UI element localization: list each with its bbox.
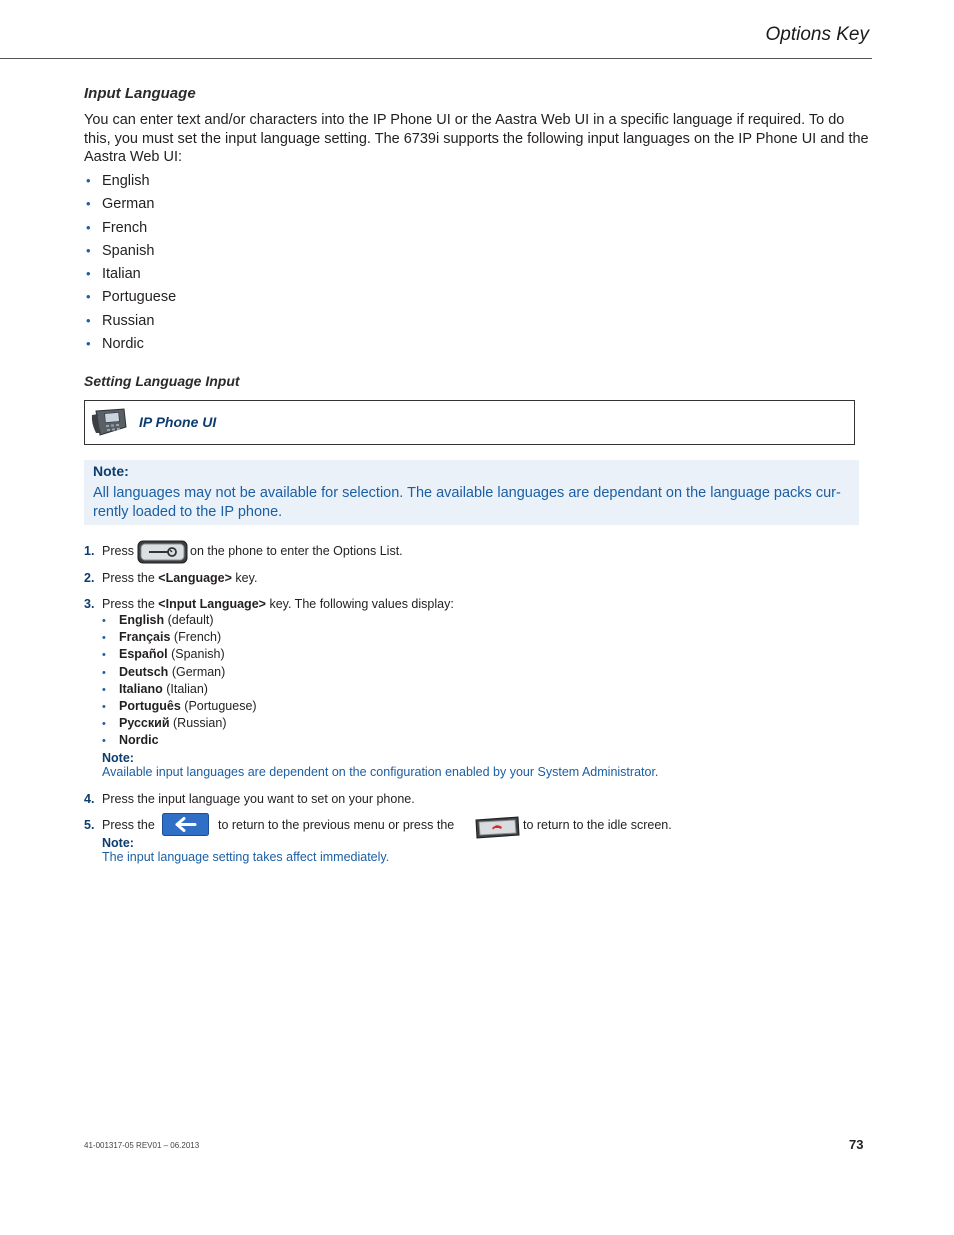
list-item [102,629,257,646]
value-desc: (Italian) [166,681,208,696]
value-desc: (default) [167,613,214,627]
value-name: Nordic [119,733,159,748]
footer-doc-id: 41-001317-05 REV01 – 06.2013 [84,1141,200,1150]
step-5-pre: Press the [102,818,155,832]
language-key-label: <Language> [158,571,232,585]
step-2-post: key. [235,571,258,585]
bullet-icon: • [86,173,91,188]
step-3-pre: Press the [102,597,155,611]
bullet-icon: • [102,632,106,645]
bullet-icon: • [102,718,106,731]
language-label: Italian [102,266,141,283]
value-desc: (Russian) [173,716,227,731]
input-language-key-label: <Input Language> [158,597,266,611]
step-3-post: key. The following values display: [269,597,454,611]
ip-phone-ui-box [84,400,855,445]
list-item [86,241,176,264]
back-key-icon [162,813,209,836]
language-label: Nordic [102,336,144,353]
step-4-text: Press the input language you want to set on your phone. [102,792,415,806]
step-number: 1. [84,544,95,558]
list-item [86,264,176,287]
ui-box-label: IP Phone UI [139,414,217,430]
desk-phone-icon [90,407,128,437]
step-number: 5. [84,818,95,832]
language-label: French [102,219,148,236]
value-desc: (French) [173,630,222,645]
list-item [102,698,257,715]
list-item [86,287,176,310]
value-desc: (Spanish) [171,647,225,662]
bullet-icon: • [86,336,91,352]
options-key-icon [137,540,188,564]
step-5-note-label: Note: [102,836,134,850]
bullet-icon: • [102,683,106,696]
list-item [102,612,257,629]
note-text: All languages may not be available for selection. The available languages are dependant on the language packs cur-rently loaded to the IP phone. [93,485,841,520]
step-3-text [102,597,454,611]
value-name: Português [119,698,181,713]
step-number: 3. [84,597,95,611]
bullet-icon: • [102,666,106,679]
bullet-icon: • [102,735,106,748]
list-item [86,171,176,194]
list-item [102,681,257,698]
bullet-icon: • [86,196,91,212]
list-item [102,715,257,732]
language-label: Portuguese [102,289,177,306]
note-title: Note: [93,463,129,479]
step-2-pre: Press the [102,571,155,585]
step-number: 4. [84,792,95,806]
bullet-icon: • [86,312,91,328]
step-5-mid: to return to the previous menu or press the [218,818,455,832]
value-desc: (Portuguese) [184,698,257,713]
list-item [102,732,257,749]
intro-paragraph: You can enter text and/or characters into the IP Phone UI or the Aastra Web UI in a specific language if required. To do this, you must set the input language setting. The 6739i supports the following input languages on the IP Phone UI and the Aastra Web UI: [84,112,869,165]
list-item [86,311,176,334]
step-2-text [102,571,257,585]
header-rule [0,58,872,59]
list-item [102,664,257,681]
bullet-icon: • [86,242,91,258]
value-name: Español [119,647,168,662]
bullet-icon: • [102,700,106,713]
step-number: 2. [84,571,95,585]
list-item [102,646,257,663]
value-desc: (German) [171,664,226,679]
step-1-pre: Press [102,544,134,558]
value-name: Русский [119,716,170,731]
list-item [86,218,176,241]
list-item [86,334,176,357]
list-item [86,194,176,217]
bullet-icon: • [86,266,91,282]
input-language-values-list [102,612,257,750]
note-callout [84,460,859,525]
bullet-icon: • [102,615,106,627]
setting-language-heading: Setting Language Input [84,373,240,389]
goodbye-key-icon [473,815,521,840]
value-name: Italiano [119,681,163,696]
language-label: English [102,173,150,189]
language-label: Russian [102,312,155,329]
step-3-note-label: Note: [102,751,134,765]
step-5-note-text: The input language setting takes affect immediately. [102,850,390,864]
language-list [86,171,176,357]
value-name: Français [119,630,171,645]
header-section-title: Options Key [765,24,869,45]
bullet-icon: • [102,649,106,662]
input-language-heading: Input Language [84,85,196,102]
value-name: Deutsch [119,664,169,679]
bullet-icon: • [86,219,91,235]
page-number: 73 [849,1137,864,1152]
step-3-note-text: Available input languages are dependent on the configuration enabled by your System Administrator. [102,765,659,779]
step-1-post: on the phone to enter the Options List. [190,544,403,558]
step-5-post: to return to the idle screen. [523,818,672,832]
bullet-icon: • [86,289,91,305]
value-name: English [119,613,165,627]
language-label: German [102,196,155,213]
language-label: Spanish [102,242,155,259]
